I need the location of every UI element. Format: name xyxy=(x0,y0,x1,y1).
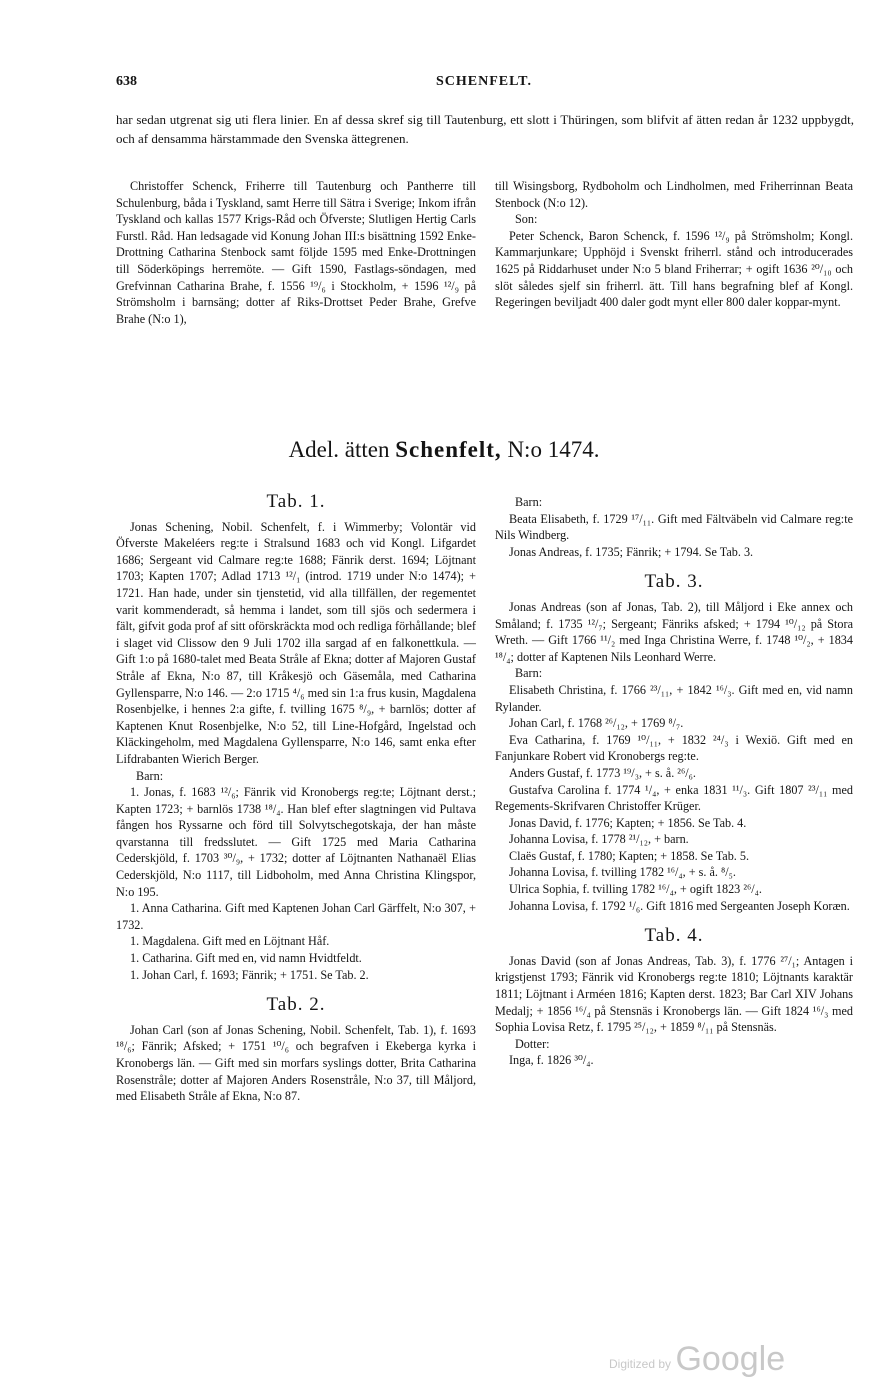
christoffer-continuation: till Wisingsborg, Rydboholm och Lindholmen, med Friherrinnan Beata Stenbock (N:o 12). xyxy=(495,179,853,210)
tab1-child: 1. Magdalena. Gift med en Löjtnant Håf. xyxy=(130,934,330,949)
top-right-column xyxy=(495,178,853,311)
tab4-daughter: Inga, f. 1826 ³⁰/₄. xyxy=(509,1053,594,1068)
tab3-child: Johan Carl, f. 1768 ²⁶/₁₂, + 1769 ⁸/₇. xyxy=(509,716,684,731)
tab3-child: Johanna Lovisa, f. 1778 ²¹/₁₂, + barn. xyxy=(509,832,689,847)
tab2-main-entry: Johan Carl (son af Jonas Schening, Nobil. Schenfelt, Tab. 1), f. 1693 ¹⁸/₆; Fänrik; Afsked; + 1751 ¹⁰/₆ och begrafven i Ekeberga kyrka i Kronobergs län. — Gift med sin morfars syslings dotter, Brita Catharina Rosenstråle; dotter af Majoren Anders Rosenstråle, N:o 37, till Måljord, med Elisabeth Stråle af Ekna, N:o 87. xyxy=(116,1022,476,1104)
left-column xyxy=(116,491,476,1105)
tab3-child: Anders Gustaf, f. 1773 ¹⁹/₃, + s. å. ²⁶/₆. xyxy=(509,765,696,780)
top-left-column xyxy=(116,178,476,327)
tab2-child: Jonas Andreas, f. 1735; Fänrik; + 1794. Se Tab. 3. xyxy=(509,544,754,559)
title-number: N:o 1474. xyxy=(507,437,600,462)
tab3-child: Elisabeth Christina, f. 1766 ²³/₁₁, + 1842 ¹⁶/₃. Gift med en, vid namn Rylander. xyxy=(495,682,853,714)
google-logo: Google xyxy=(675,1340,786,1378)
tab1-child: 1. Jonas, f. 1683 ¹²/₆; Fänrik vid Kronobergs reg:te; Löjtnant derst.; Kapten 1723; + barnlös 1738 ¹⁸/₄. Han blef efter slagtningen vid Pultava fången hos Ryssarne och förd till Solvytschegotskaja, der han måste qvarstanna till fredsslutet. — Gift 1725 med Maria Catharina Cederskjöld, f. 1703 ³⁰/₉, + 1732; dotter af Löjtnanten Nathanaël Elias Cederskjöld, N:o 1117, till Lidboholm, med Anna Christina Klingspor, N:o 195. xyxy=(116,785,476,899)
tab1-child: 1. Catharina. Gift med en, vid namn Hvidtfeldt. xyxy=(130,951,362,966)
tab4-heading: Tab. 4. xyxy=(644,925,704,947)
tab3-heading: Tab. 3. xyxy=(644,571,704,593)
running-title: SCHENFELT. xyxy=(436,74,532,89)
tab3-child: Eva Catharina, f. 1769 ¹⁰/₁₁, + 1832 ²⁴/₃ i Wexiö. Gift med en Fanjunkare Robert vid Kronobergs reg:te. xyxy=(495,732,853,764)
page-header xyxy=(116,74,852,94)
tab3-main-entry: Jonas Andreas (son af Jonas, Tab. 2), till Måljord i Eke annex och Småland; f. 1735 ¹²/₇; Sergeant; Fänriks afsked; + 1794 ¹⁰/₁₂ på Stora Wreth. — Gift 1766 ¹¹/₂ med Inga Christina Werre, f. 1748 ¹⁰/₂, + 1834 ¹⁸/₄; dotter af Kaptenen Nils Leonhard Werre. xyxy=(495,599,853,664)
peter-schenck-entry: Peter Schenck, Baron Schenck, f. 1596 ¹²/₉ på Strömsholm; Kongl. Kammarjunkare; Upphöjd i Svenskt friherrl. stånd och introducerades 1625 på Riddarhuset under N:o 5 bland Friherrar; + ogift 1636 ²⁰/₁₀ och slöt således sjelf sin friherrl. ätt. Till hans begrafning blef af Kongl. Regeringen beviljadt 400 daler godt mynt eller 800 daler koppar-mynt. xyxy=(495,228,853,310)
tab3-child: Claës Gustaf, f. 1780; Kapten; + 1858. Se Tab. 5. xyxy=(509,848,750,863)
watermark-prefix: Digitized by xyxy=(609,1357,672,1371)
tab1-main-entry: Jonas Schening, Nobil. Schenfelt, f. i Wimmerby; Volontär vid Öfverste Makeléers reg:te i Stralsund 1683 och vid Kongl. Lifgardet 1686; Sergeant vid Calmare reg:te 1688; Fänrik derst. 1694; Löjtnant 1703; Kapten 1707; Adlad 1713 ¹²/₁ (introd. 1719 under N:o 1474); + 1721. Han hade, under sin tjenstetid, vid alla tillfällen, der regementet varit kommenderadt, så hemma i landet, som till sjös och sedermera i fält, gifvit goda prof af sitt oförskräckta mod och redliga förhållande; blef i slaget vid Clissow den 9 Juli 1702 illa sargad af en falkonettkula. — Gift 1:o på 1680-talet med Beata Stråle af Ekna; dotter af Majoren Gustaf Stråle af Ekna, N:o 87, till Kråkesjö och Gäsemåla, med Catharina Gyllensparre, N:o 146. — 2:o 1715 ⁴/₆ med sin 1:a frus kusin, Magdalena Rosenbjelke, i hennes 2:a gifte, f. tvilling 1675 ⁸/₉, + barnlös; dotter af Kaptenen Knut Rosenbjelke, N:o 52, till Line-Hofgård, Ingelstad och Kläckingeholm, med Magdalena Gyllensparre, N:o 146, samt enka efter Lifdrabanten Wierich Berger. xyxy=(116,519,476,766)
tab3-child: Ulrica Sophia, f. tvilling 1782 ¹⁶/₄, + ogift 1823 ²⁶/₄. xyxy=(509,882,762,897)
tab3-child: Jonas David, f. 1776; Kapten; + 1856. Se Tab. 4. xyxy=(509,815,747,830)
title-name: Schenfelt, xyxy=(395,437,502,462)
tab1-children-label: Barn: xyxy=(136,768,164,783)
tab2-child: Beata Elisabeth, f. 1729 ¹⁷/₁₁. Gift med Fältväbeln vid Calmare reg:te Nils Windberg. xyxy=(495,511,853,543)
tab2-children-label: Barn: xyxy=(515,495,543,509)
tab3-children-label: Barn: xyxy=(515,666,543,681)
tab1-heading: Tab. 1. xyxy=(266,491,326,512)
tab3-child: Johanna Lovisa, f. 1792 ¹/₆. Gift 1816 med Sergeanten Joseph Koræn. xyxy=(509,898,850,913)
tab3-child: Gustafva Carolina f. 1774 ¹/₄, + enka 1831 ¹¹/₃. Gift 1807 ²³/₁₁ med Regements-Skrifvaren Christoffer Krüger. xyxy=(495,782,853,814)
family-title xyxy=(0,437,888,463)
son-label: Son: xyxy=(515,212,538,227)
right-column xyxy=(495,494,853,1069)
intro-paragraph: har sedan utgrenat sig uti flera linier. En af dessa skref sig till Tautenburg, ett slott i Thüringen, som blifvit af ätten redan år 1232 uppbygdt, och af densamma härstammade den Svenska ättegrenen. xyxy=(116,112,854,146)
digitized-watermark xyxy=(609,1340,785,1379)
christoffer-schenck-entry: Christoffer Schenck, Friherre till Tautenburg och Pantherre till Schulenburg, båda i Tyskland, samt Herre till Sätra i Sverige; Inkom ifrån Tyskland och kallas 1577 Krigs-Råd och Öfverste; Slutligen Hertig Carls Furstl. Råd. Han ledsagade vid Konung Johan III:s bisättning 1592 Enke-Drottning Catharina Stenbock samt följde 1595 med Enke-Drottningen till Söderköpings herremöte. — Gift 1590, Fastlags-söndagen, med Grefvinnan Catharina Brahe, f. 1556 ¹⁹/₆ i Stockholm, + 1596 ¹²/₉ på Strömsholm i barnsäng; dotter af Riks-Drottset Peder Brahe, Grefve Brahe (N:o 1), xyxy=(116,179,476,326)
tab2-heading: Tab. 2. xyxy=(266,994,326,1016)
title-prefix: Adel. ätten xyxy=(288,437,390,462)
tab1-child: 1. Anna Catharina. Gift med Kaptenen Johan Carl Gärffelt, N:o 307, + 1732. xyxy=(116,901,476,932)
page-number: 638 xyxy=(116,74,137,89)
tab3-child: Johanna Lovisa, f. tvilling 1782 ¹⁶/₄, + s. å. ⁸/₅. xyxy=(509,865,736,880)
tab4-main-entry: Jonas David (son af Jonas Andreas, Tab. 3), f. 1776 ²⁷/₁; Antagen i krigstjenst 1793; Fänrik vid Kronobergs reg:te 1810; Löjtnants karaktär 1811; Löjtnant i Arméen 1816; Kapten derst. 1823; Bar Carl XIV Johans Medalj; + 1856 ¹⁶/₄ på Stensnäs i Kronobergs län. — Gift 1824 ¹⁶/₃ med Sophia Lovisa Retz, f. 1795 ²⁵/₁₂, + 1859 ⁸/₁₁ på Stensnäs. xyxy=(495,953,853,1035)
tab4-daughter-label: Dotter: xyxy=(515,1036,550,1051)
tab1-child: 1. Johan Carl, f. 1693; Fänrik; + 1751. Se Tab. 2. xyxy=(130,967,369,982)
